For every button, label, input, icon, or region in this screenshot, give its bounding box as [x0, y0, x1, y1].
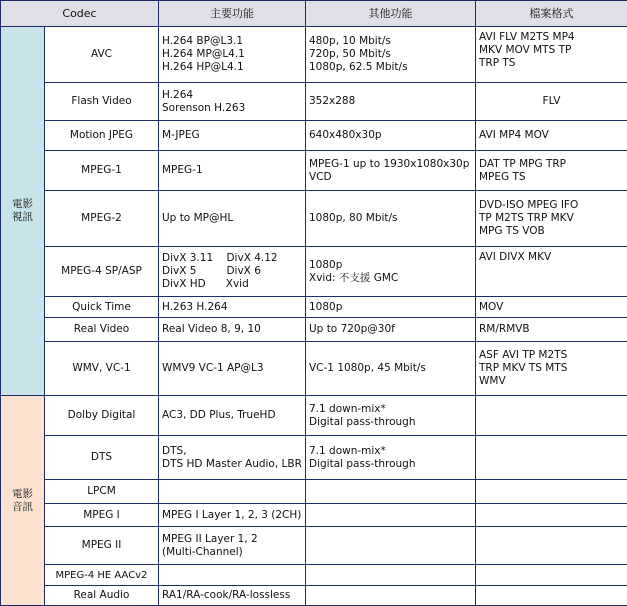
file-formats: RM/RMVB: [476, 318, 627, 342]
other-features: 7.1 down-mix* Digital pass-through: [306, 396, 476, 436]
codec-name: MPEG-1: [45, 151, 159, 191]
table-row: [1, 396, 627, 436]
codec-name: Real Video: [45, 318, 159, 342]
category-video: 電影 視訊: [1, 27, 45, 396]
main-features: DTS, DTS HD Master Audio, LBR: [159, 436, 306, 480]
main-features: H.264 BP@L3.1 H.264 MP@L4.1 H.264 HP@L4.1: [159, 27, 306, 83]
main-features: Up to MP@HL: [159, 191, 306, 247]
file-formats: [476, 436, 627, 480]
table-row: [1, 342, 627, 396]
header-row: [1, 1, 627, 27]
file-formats: AVI FLV M2TS MP4 MKV MOV MTS TP TRP TS: [476, 27, 627, 83]
codec-name: Real Audio: [45, 586, 159, 606]
codec-name: MPEG-4 HE AACv2: [45, 565, 159, 586]
main-features: MPEG I Layer 1, 2, 3 (2CH): [159, 504, 306, 527]
table-row: [1, 191, 627, 247]
codec-name: MPEG-4 SP/ASP: [45, 247, 159, 297]
table-row: [1, 436, 627, 480]
codec-name: WMV, VC-1: [45, 342, 159, 396]
table-row: [1, 480, 627, 504]
other-features: 640x480x30p: [306, 121, 476, 151]
table-row: [1, 504, 627, 527]
codec-name: AVC: [45, 27, 159, 83]
main-features: H.263 H.264: [159, 297, 306, 318]
file-formats: [476, 480, 627, 504]
codec-name: LPCM: [45, 480, 159, 504]
other-features: 7.1 down-mix* Digital pass-through: [306, 436, 476, 480]
table-row: [1, 586, 627, 606]
main-features: [159, 480, 306, 504]
table-row: [1, 83, 627, 121]
other-features: MPEG-1 up to 1930x1080x30p VCD: [306, 151, 476, 191]
header-codec: Codec: [1, 1, 159, 27]
main-features: DivX 3.11 DivX 4.12 DivX 5 DivX 6 DivX HD Xvid: [159, 247, 306, 297]
other-features: [306, 586, 476, 606]
codec-name: MPEG I: [45, 504, 159, 527]
file-formats: AVI MP4 MOV: [476, 121, 627, 151]
header-other-features: 其他功能: [306, 1, 476, 27]
other-features: 1080p Xvid: 不支援 GMC: [306, 247, 476, 297]
file-formats: [476, 565, 627, 586]
codec-name: MPEG II: [45, 527, 159, 565]
file-formats: [476, 504, 627, 527]
other-features: 1080p, 80 Mbit/s: [306, 191, 476, 247]
file-formats: DAT TP MPG TRP MPEG TS: [476, 151, 627, 191]
main-features: M-JPEG: [159, 121, 306, 151]
other-features: VC-1 1080p, 45 Mbit/s: [306, 342, 476, 396]
main-features: MPEG II Layer 1, 2 (Multi-Channel): [159, 527, 306, 565]
codec-name: Motion JPEG: [45, 121, 159, 151]
table-row: [1, 318, 627, 342]
codec-name: MPEG-2: [45, 191, 159, 247]
main-features: Real Video 8, 9, 10: [159, 318, 306, 342]
other-features: 1080p: [306, 297, 476, 318]
codec-name: Dolby Digital: [45, 396, 159, 436]
other-features: [306, 504, 476, 527]
main-features: [159, 565, 306, 586]
main-features: AC3, DD Plus, TrueHD: [159, 396, 306, 436]
main-features: RA1/RA-cook/RA-lossless: [159, 586, 306, 606]
header-main-features: 主要功能: [159, 1, 306, 27]
file-formats: [476, 586, 627, 606]
other-features: 352x288: [306, 83, 476, 121]
main-features: MPEG-1: [159, 151, 306, 191]
category-audio: 電影 音訊: [1, 396, 45, 606]
file-formats: MOV: [476, 297, 627, 318]
other-features: Up to 720p@30f: [306, 318, 476, 342]
file-formats: DVD-ISO MPEG IFO TP M2TS TRP MKV MPG TS VOB: [476, 191, 627, 247]
table-row: [1, 121, 627, 151]
file-formats: [476, 527, 627, 565]
file-formats: ASF AVI TP M2TS TRP MKV TS MTS WMV: [476, 342, 627, 396]
codec-name: Flash Video: [45, 83, 159, 121]
other-features: [306, 480, 476, 504]
other-features: [306, 565, 476, 586]
table-row: [1, 151, 627, 191]
other-features: 480p, 10 Mbit/s 720p, 50 Mbit/s 1080p, 62.5 Mbit/s: [306, 27, 476, 83]
main-features: H.264 Sorenson H.263: [159, 83, 306, 121]
file-formats: AVI DIVX MKV: [476, 247, 627, 297]
table-row: [1, 527, 627, 565]
table-row: [1, 565, 627, 586]
other-features: [306, 527, 476, 565]
header-file-formats: 檔案格式: [476, 1, 627, 27]
table-row: [1, 297, 627, 318]
file-formats: [476, 396, 627, 436]
file-formats: FLV: [476, 83, 627, 121]
codec-name: DTS: [45, 436, 159, 480]
main-features: WMV9 VC-1 AP@L3: [159, 342, 306, 396]
table-row: [1, 247, 627, 297]
table-row: [1, 27, 627, 83]
codec-name: Quick Time: [45, 297, 159, 318]
